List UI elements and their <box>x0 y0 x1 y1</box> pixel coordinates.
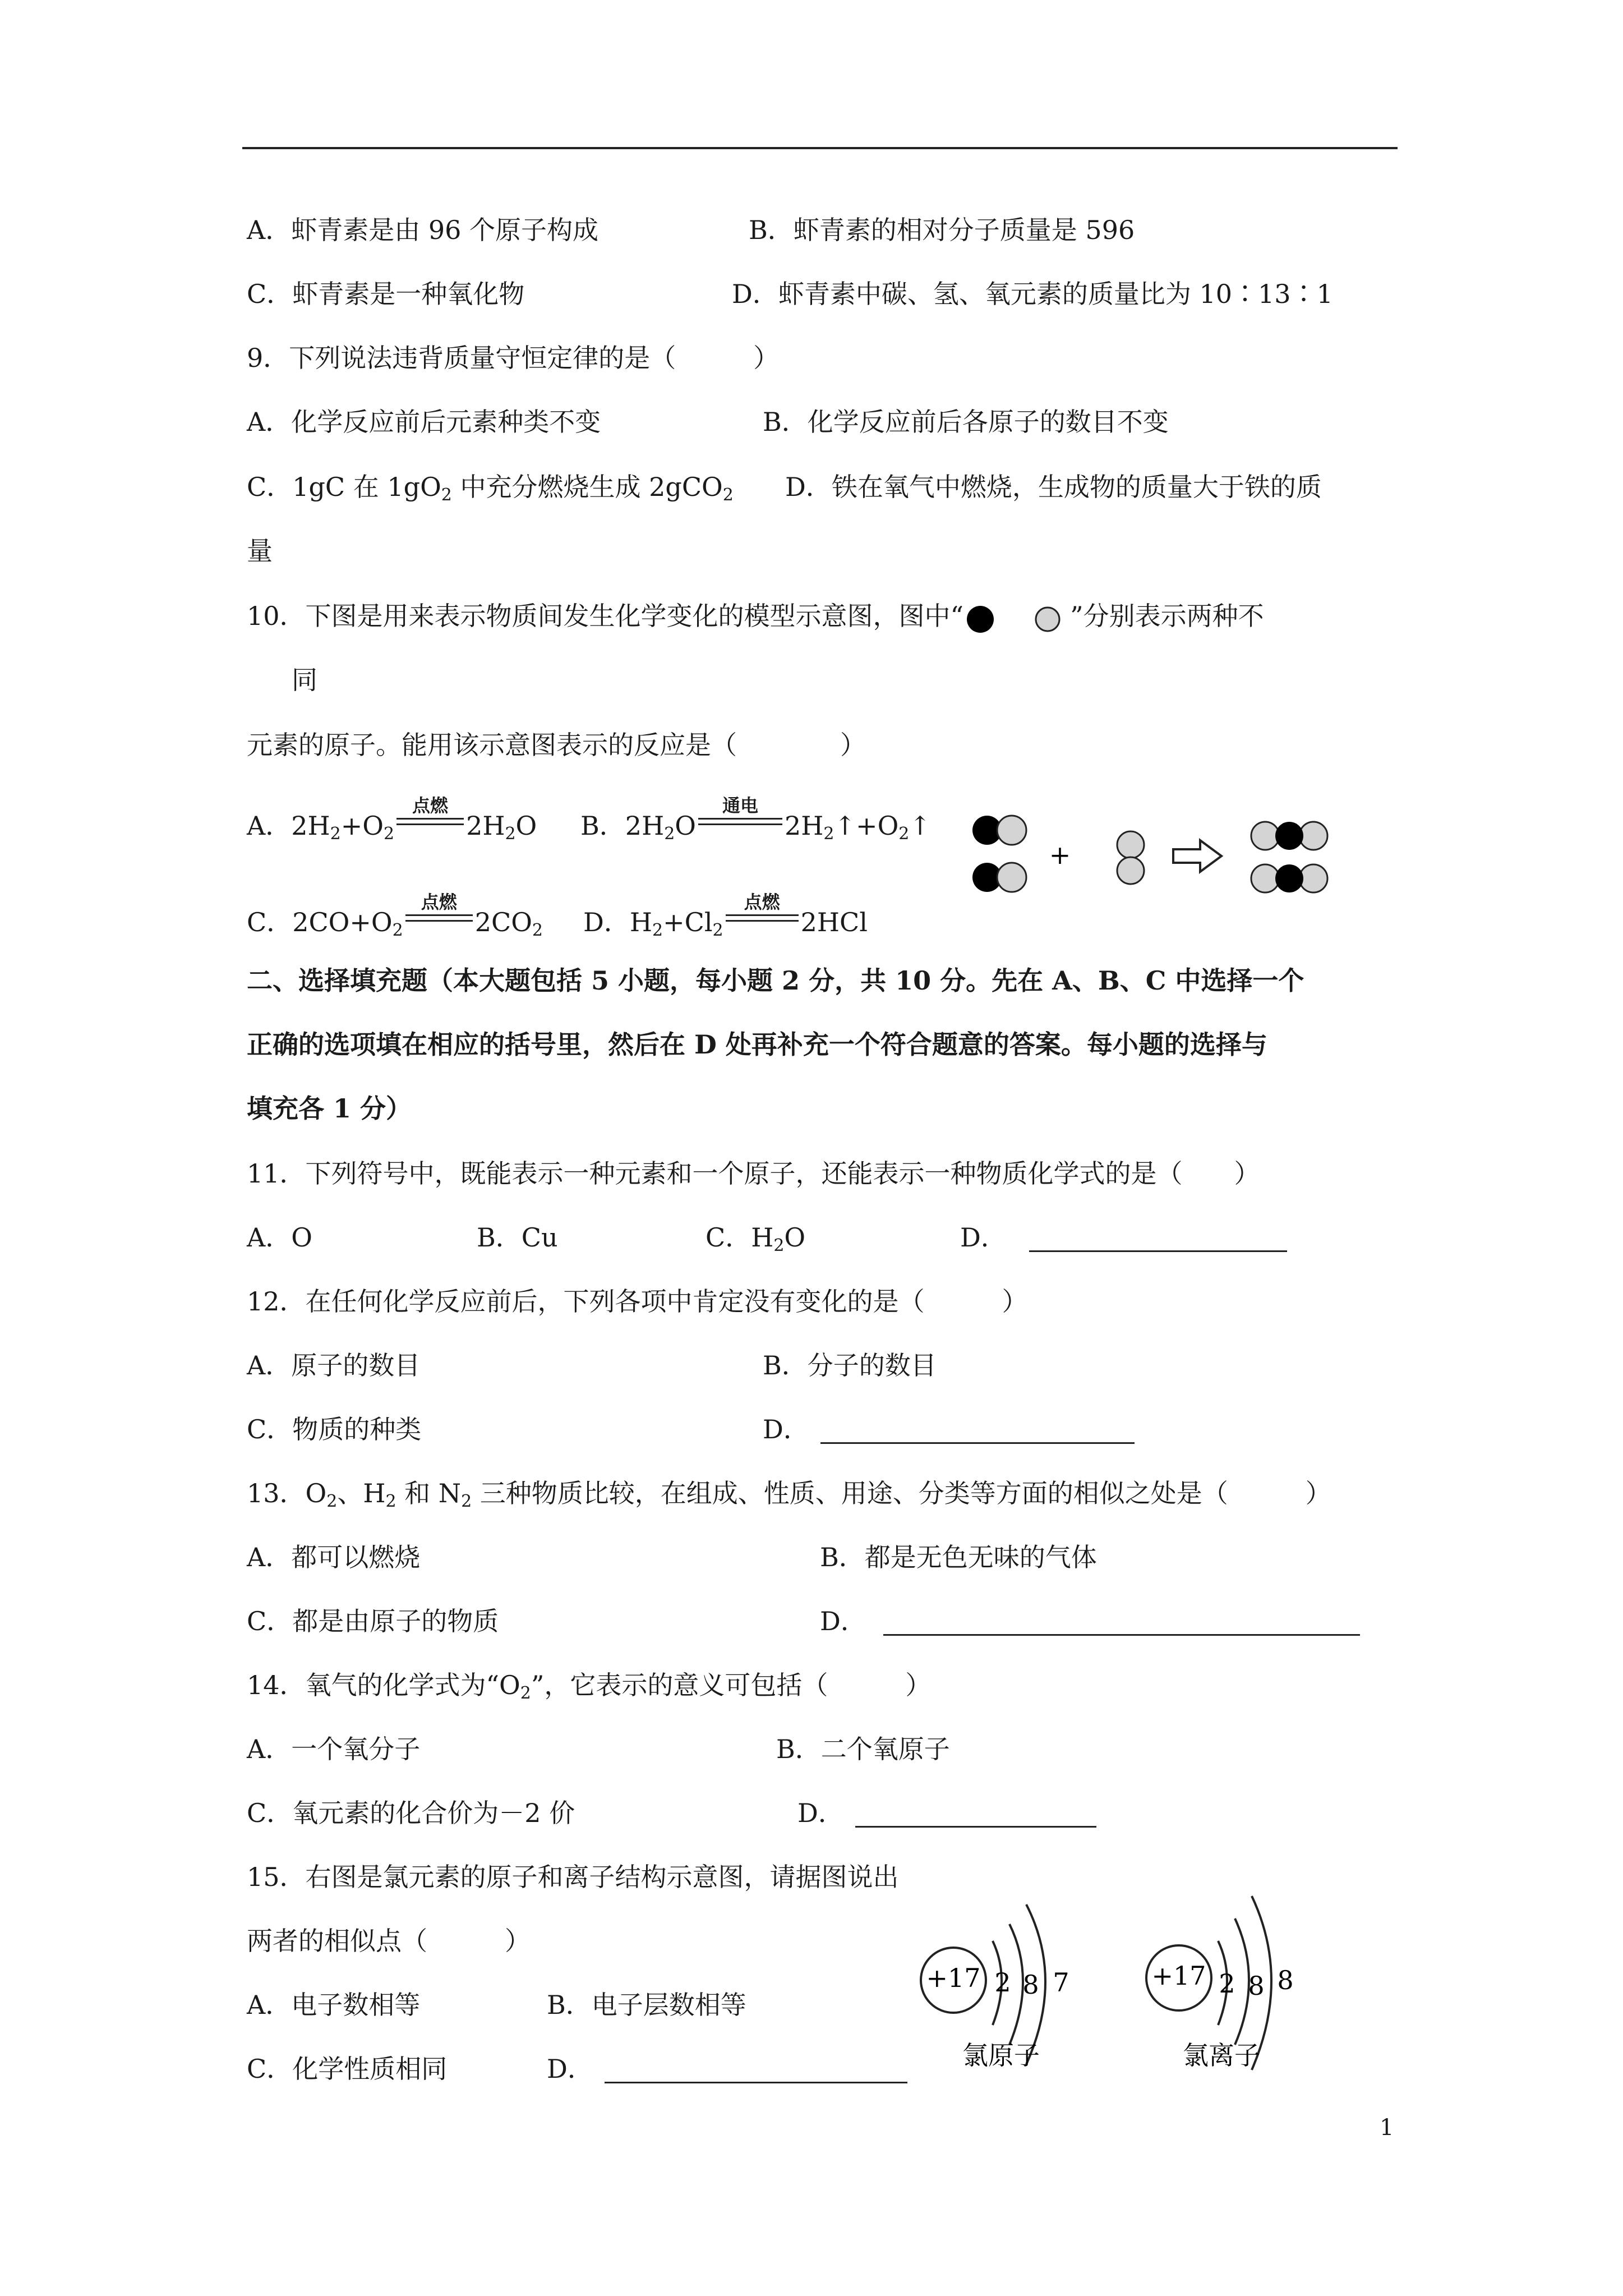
product-molecules <box>1251 822 1327 892</box>
ion-shell-2-count: 8 <box>1248 1971 1265 2001</box>
q8-option-b: B．虾青素的相对分子质量是 596 <box>749 215 1135 245</box>
q11-answer-blank[interactable] <box>1029 1223 1287 1252</box>
q13-option-b: B．都是无色无味的气体 <box>820 1542 1097 1572</box>
q12-option-c: C．物质的种类 <box>247 1414 422 1444</box>
q10-stem-cont: 同 <box>292 665 317 695</box>
q15-option-c: C．化学性质相同 <box>247 2054 448 2084</box>
q12-option-a: A．原子的数目 <box>247 1350 421 1381</box>
q10-option-b: B．$2H_2O$ 通电 $2H_2↑+O_2↑$ <box>580 795 931 844</box>
q14-stem: 14．氧气的化学式为“$O_2$”，它表示的意义可包括（ ） <box>247 1670 932 1703</box>
q9-stem: 9．下列说法违背质量守恒定律的是（ ） <box>247 343 780 373</box>
q14-answer-blank[interactable] <box>855 1799 1096 1828</box>
atom-nucleus-charge: +17 <box>926 1963 981 1993</box>
q13-stem: 13．$O_2$、$H_2$ 和 $N_2$ 三种物质比较，在组成、性质、用途、分类等方面的相似之处是（ ） <box>247 1478 1331 1511</box>
chlorine-ion-diagram <box>1146 1896 1294 2070</box>
atom-shell-3-count: 7 <box>1053 1967 1069 1998</box>
section2-heading-line1: 二、选择填充题（本大题包括 5 小题，每小题 2 分，共 10 分。先在 A、B、C 中选择一个 <box>247 965 1304 996</box>
atom-shell-2-count: 8 <box>1022 1970 1039 2000</box>
ion-nucleus-charge: +17 <box>1151 1961 1206 1991</box>
q14-option-c: C．氧元素的化合价为－2 价 <box>247 1798 575 1828</box>
chlorine-structure-diagram <box>909 1885 1357 2087</box>
q15-answer-blank[interactable] <box>605 2055 907 2083</box>
q11-option-d: D． <box>960 1221 1287 1254</box>
q14-option-a: A．一个氧分子 <box>247 1734 421 1764</box>
q10-option-a: A．$2H_2+O_2$ 点燃 $2H_2O$ <box>247 795 537 844</box>
q10-option-d: D．$H_2+Cl_2$ 点燃 2HCl <box>583 891 868 940</box>
q9-option-d: D．铁在氧气中燃烧，生成物的质量大于铁的质 <box>785 472 1322 502</box>
q12-option-b: B．分子的数目 <box>763 1350 937 1381</box>
reactant-molecules-1 <box>972 816 1026 892</box>
ion-label: 氯离子 <box>1183 2040 1260 2070</box>
q11-option-a: A．O <box>247 1222 312 1253</box>
q13-option-d: D． <box>820 1604 1360 1638</box>
q8-option-c: C．虾青素是一种氧化物 <box>247 279 525 309</box>
q15-option-b: B．电子层数相等 <box>547 1990 746 2020</box>
ion-shell-1-count: 2 <box>1219 1968 1235 1999</box>
page-number: 1 <box>1380 2115 1394 2141</box>
atom-shell-1-count: 2 <box>994 1967 1011 1998</box>
q10-stem-line2: 元素的原子。能用该示意图表示的反应是（ ） <box>247 730 866 760</box>
q12-stem: 12．在任何化学反应前后，下列各项中肯定没有变化的是（ ） <box>247 1286 1028 1317</box>
q15-option-a: A．电子数相等 <box>247 1990 421 2020</box>
q9-option-c: C．1gC 在 $1gO_2$ 中充分燃烧生成 2gCO$_2$ <box>247 472 734 505</box>
reactant-molecule-2 <box>1117 831 1144 884</box>
section2-heading-line3: 填充各 1 分） <box>247 1093 412 1124</box>
reaction-condition: 点燃 <box>396 811 464 834</box>
q8-option-d: D．虾青素中碳、氢、氧元素的质量比为 10∶13∶1 <box>732 279 1333 309</box>
q10-option-c: C．$2CO+O_2$ 点燃 $2CO_2$ <box>247 891 543 940</box>
q9-option-a: A．化学反应前后元素种类不变 <box>247 407 601 437</box>
reaction-condition: 点燃 <box>405 908 473 930</box>
q10-stem: 10．下图是用来表示物质间发生化学变化的模型示意图，图中“ ”分别表示两种不 <box>247 599 1264 633</box>
atom-legend-icon <box>963 599 1070 633</box>
q9-option-d-cont: 量 <box>247 536 273 566</box>
reaction-condition: 点燃 <box>726 908 799 930</box>
plus-sign: + <box>1049 840 1071 870</box>
q14-option-d: D． <box>797 1796 1096 1830</box>
atom-label: 氯原子 <box>962 2040 1040 2070</box>
q15-stem: 15．右图是氯元素的原子和离子结构示意图，请据图说出 <box>247 1862 899 1892</box>
q13-option-c: C．都是由原子的物质 <box>247 1606 499 1636</box>
header-rule <box>242 147 1398 149</box>
ion-shell-3-count: 8 <box>1277 1965 1294 1995</box>
arrow-icon <box>1173 840 1221 872</box>
q14-option-b: B．二个氧原子 <box>776 1734 950 1764</box>
section2-heading-line2: 正确的选项填在相应的括号里，然后在 D 处再补充一个符合题意的答案。每小题的选择与 <box>247 1029 1267 1060</box>
q13-option-a: A．都可以燃烧 <box>247 1542 421 1572</box>
q12-answer-blank[interactable] <box>820 1415 1135 1444</box>
q8-option-a: A．虾青素是由 96 个原子构成 <box>247 215 598 245</box>
q11-stem: 11．下列符号中，既能表示一种元素和一个原子，还能表示一种物质化学式的是（ ） <box>247 1158 1260 1189</box>
q13-answer-blank[interactable] <box>883 1607 1360 1636</box>
q15-stem-line2: 两者的相似点（ ） <box>247 1926 531 1956</box>
q11-option-b: B．Cu <box>477 1222 558 1253</box>
q12-option-d: D． <box>763 1412 1135 1446</box>
q11-option-c: C．$H_2O$ <box>706 1222 806 1255</box>
reaction-condition: 通电 <box>698 811 782 834</box>
reaction-model-diagram <box>970 808 1340 909</box>
q9-option-b: B．化学反应前后各原子的数目不变 <box>763 407 1169 437</box>
q15-option-d: D． <box>547 2052 907 2086</box>
chlorine-atom-diagram <box>921 1904 1069 2070</box>
